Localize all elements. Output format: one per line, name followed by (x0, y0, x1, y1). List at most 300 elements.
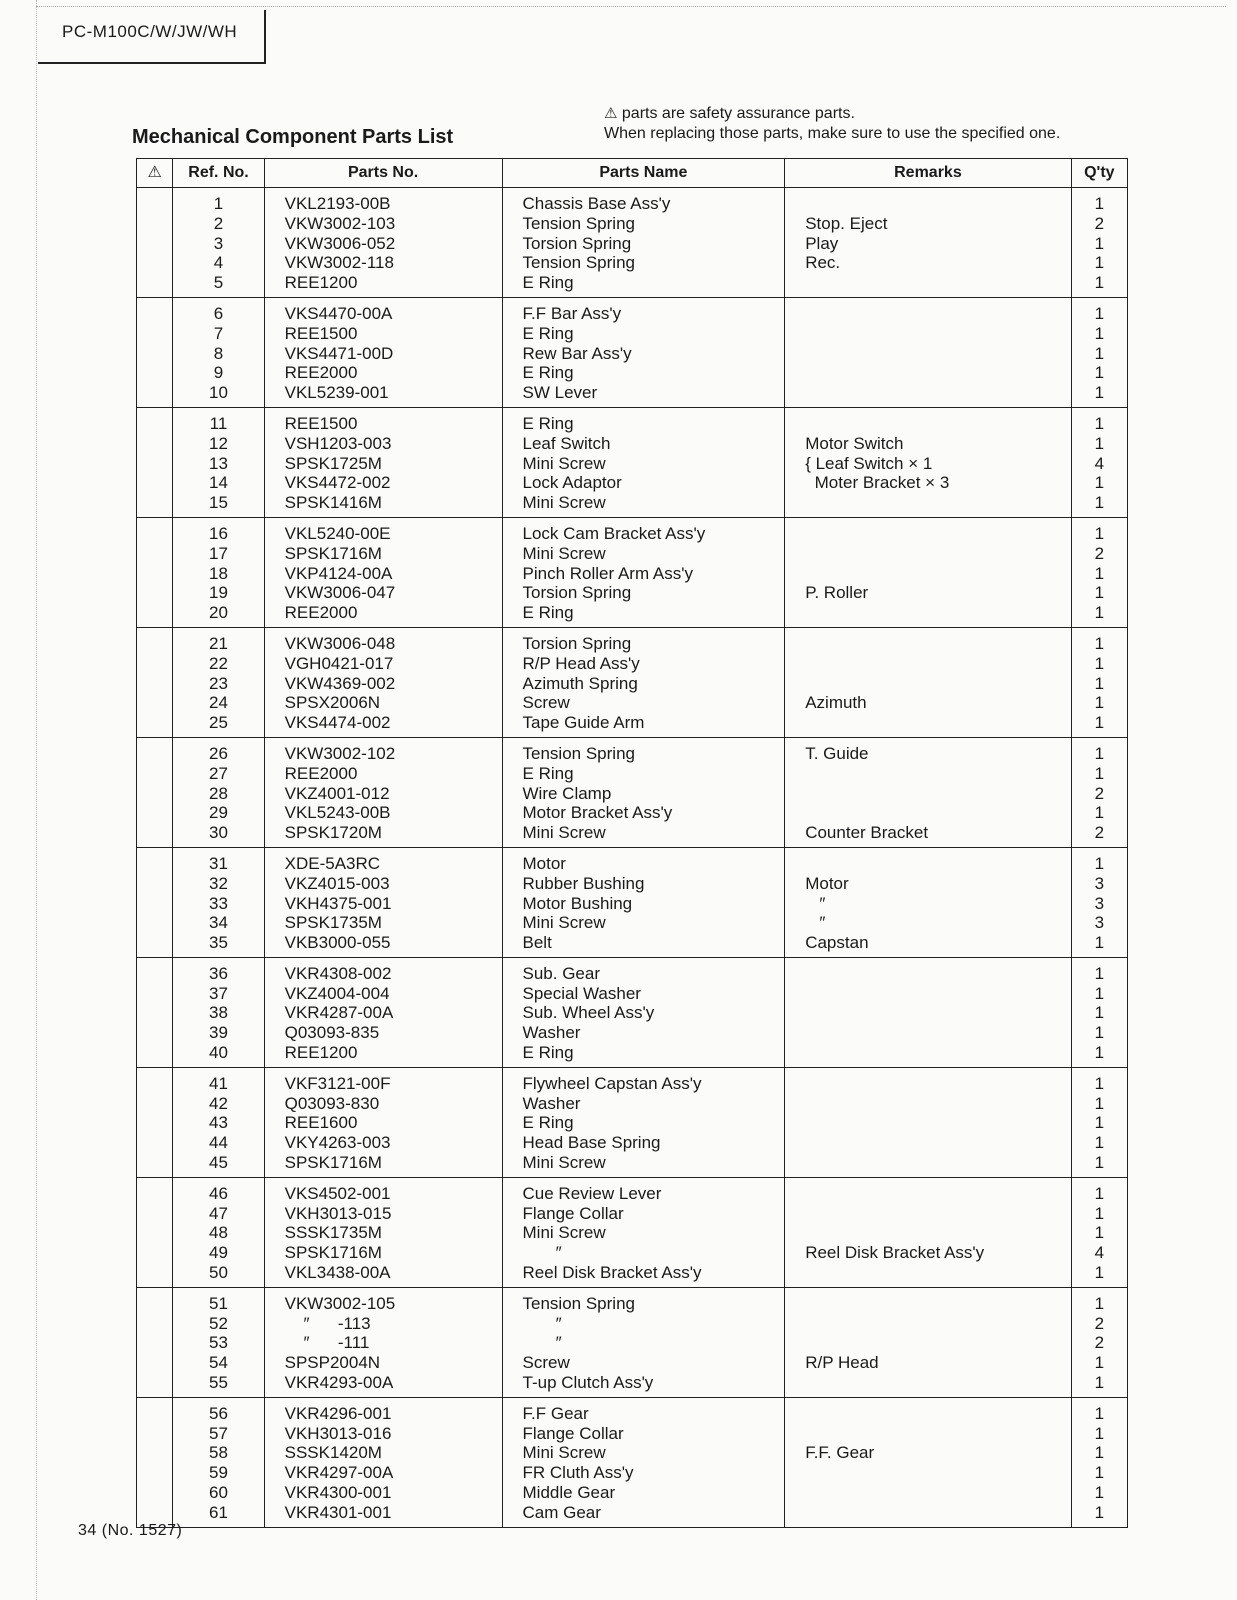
name-column-header: Parts Name (502, 159, 785, 188)
qty-cell-line: 1 (1094, 1443, 1105, 1463)
part-name-cell-line: Washer (522, 1093, 581, 1113)
part-no-cell-line: VKL5239-001 (284, 383, 389, 403)
remarks-cell-line: Rec. (805, 253, 841, 273)
part-name-cell-line: E Ring (522, 363, 574, 383)
part-name-cell-line: Screw (522, 1353, 570, 1373)
part-name-cell-line: Mini Screw (522, 1223, 606, 1243)
remarks-cell-line (805, 493, 1070, 513)
remarks-cell-line: ″ (805, 893, 826, 913)
qty-cell-line: 3 (1094, 913, 1105, 933)
ref-cell-line: 25 (209, 713, 228, 733)
ref-cell-line: 61 (209, 1502, 228, 1522)
part-no-cell-line: VKH4375-001 (284, 893, 392, 913)
qty-cell-line: 1 (1094, 633, 1105, 653)
remarks-cell-line (805, 1094, 1070, 1114)
ref-cell-line: 9 (213, 363, 224, 383)
qty-cell-line: 1 (1094, 603, 1105, 623)
qty-cell-line: 1 (1094, 1263, 1105, 1283)
safety-note-line2: When replacing those parts, make sure to use the specified one. (604, 125, 1061, 142)
qty-cell-line: 2 (1094, 823, 1105, 843)
part-name-cell-line: Flange Collar (522, 1203, 624, 1223)
part-name-cell-line: Motor (522, 853, 566, 873)
remarks-cell-line (805, 803, 1070, 823)
part-name-cell-line: Tape Guide Arm (522, 713, 645, 733)
ref-cell-line: 20 (209, 603, 228, 623)
part-no-cell-line: VKS4502-001 (284, 1183, 391, 1203)
part-name-cell-line: Mini Screw (522, 1153, 606, 1173)
remarks-cell-line: Stop. Eject (805, 213, 888, 233)
part-no-cell-line: VKS4472-002 (284, 473, 391, 493)
part-name-cell (502, 957, 785, 1067)
table-body (137, 188, 1128, 1528)
part-no-cell-line: VKS4471-00D (284, 343, 394, 363)
part-no-cell-line: REE1500 (284, 413, 358, 433)
part-name-cell-line: Tension Spring (522, 1293, 635, 1313)
part-name-cell-line: F.F Bar Ass'y (522, 303, 622, 323)
remarks-cell-line (805, 603, 1070, 623)
part-no-cell-line: SPSX2006N (284, 693, 381, 713)
ref-cell-line: 35 (209, 933, 228, 953)
ref-cell-line: 2 (213, 213, 224, 233)
remarks-cell-line (805, 1424, 1070, 1444)
table-row-group (137, 737, 1128, 847)
part-name-cell (502, 627, 785, 737)
remarks-cell (785, 1287, 1071, 1397)
ref-cell-line: 39 (209, 1023, 228, 1043)
part-name-cell-line: ″ (522, 1333, 562, 1353)
qty-cell-line: 1 (1094, 763, 1105, 783)
remarks-cell-line (805, 984, 1070, 1004)
part-name-cell (502, 1177, 785, 1287)
part-no-cell-line: VKL5240-00E (284, 523, 391, 543)
part-no-cell-line: SPSK1725M (284, 453, 382, 473)
ref-cell (173, 517, 264, 627)
part-name-cell (502, 1067, 785, 1177)
safety-cell (137, 1397, 173, 1527)
ref-cell-line: 19 (209, 583, 228, 603)
part-no-cell-line: REE1600 (284, 1113, 358, 1133)
ref-cell-line: 29 (209, 803, 228, 823)
part-no-cell-line: REE2000 (284, 363, 358, 383)
remarks-cell-line (805, 564, 1070, 584)
ref-cell-line: 28 (209, 783, 228, 803)
part-no-cell-line: VKR4293-00A (284, 1373, 394, 1393)
part-name-cell (502, 737, 785, 847)
qty-cell (1071, 297, 1127, 407)
ref-cell-line: 53 (209, 1333, 228, 1353)
part-no-cell-line: Q03093-830 (284, 1093, 380, 1113)
part-name-cell-line: Lock Adaptor (522, 473, 622, 493)
remarks-cell-line (805, 1373, 1070, 1393)
qty-cell-line: 1 (1094, 1483, 1105, 1503)
ref-cell-line: 3 (213, 233, 224, 253)
qty-cell-line: 1 (1094, 233, 1105, 253)
remarks-cell-line (805, 654, 1070, 674)
safety-cell (137, 627, 173, 737)
part-no-cell-line: VKB3000-055 (284, 933, 391, 953)
part-name-cell-line: Lock Cam Bracket Ass'y (522, 523, 706, 543)
page-footer: 34 (No. 1527) (78, 1522, 183, 1539)
qty-cell-line: 1 (1094, 1373, 1105, 1393)
remarks-cell-line (805, 1074, 1070, 1094)
part-name-cell-line: Reel Disk Bracket Ass'y (522, 1263, 702, 1283)
ref-cell (173, 188, 264, 298)
ref-cell-line: 57 (209, 1423, 228, 1443)
remarks-cell (785, 407, 1071, 517)
remarks-cell-line (805, 964, 1070, 984)
part-name-cell-line: Wire Clamp (522, 783, 612, 803)
ref-cell-line: 14 (209, 473, 228, 493)
qty-cell-line: 1 (1094, 983, 1105, 1003)
remarks-cell-line (805, 1003, 1070, 1023)
part-name-cell-line: Mini Screw (522, 543, 606, 563)
qty-cell-line: 1 (1094, 383, 1105, 403)
part-no-cell (264, 1067, 502, 1177)
part-name-cell-line: Belt (522, 933, 552, 953)
ref-cell-line: 23 (209, 673, 228, 693)
qty-column-header: Q'ty (1071, 159, 1127, 188)
part-name-cell-line: E Ring (522, 603, 574, 623)
part-no-cell-line: VKL2193-00B (284, 194, 391, 213)
table-row-group (137, 847, 1128, 957)
remarks-cell-line (805, 1043, 1070, 1063)
ref-cell-line: 11 (209, 413, 228, 433)
part-name-cell-line: Flange Collar (522, 1423, 624, 1443)
qty-cell-line: 1 (1094, 673, 1105, 693)
safety-cell (137, 517, 173, 627)
part-name-cell-line: R/P Head Ass'y (522, 653, 640, 673)
part-name-cell-line: ″ (522, 1243, 562, 1263)
remarks-cell-line (805, 674, 1070, 694)
part-name-cell-line: Cam Gear (522, 1502, 601, 1522)
ref-cell-line: 52 (209, 1313, 228, 1333)
ref-cell-line: 27 (209, 763, 228, 783)
part-no-cell-line: VKR4301-001 (284, 1502, 392, 1522)
ref-cell (173, 1177, 264, 1287)
ref-cell-line: 12 (209, 433, 228, 453)
part-no-cell-line: VKW3006-052 (284, 233, 396, 253)
qty-cell-line: 4 (1094, 1243, 1105, 1263)
ref-cell-line: 21 (209, 633, 228, 653)
table-row-group (137, 1287, 1128, 1397)
ref-cell-line: 4 (213, 253, 224, 273)
remarks-cell-line (805, 1113, 1070, 1133)
remarks-column-header: Remarks (785, 159, 1071, 188)
part-name-cell (502, 1397, 785, 1527)
ref-cell-line: 42 (209, 1093, 228, 1113)
part-no-cell-line: VSH1203-003 (284, 433, 392, 453)
part-name-cell (502, 297, 785, 407)
part-name-cell (502, 407, 785, 517)
qty-cell (1071, 407, 1127, 517)
qty-cell-line: 1 (1094, 363, 1105, 383)
ref-cell-line: 5 (213, 273, 224, 293)
remarks-cell-line (805, 784, 1070, 804)
remarks-cell-line (805, 1404, 1070, 1424)
part-no-cell-line: SPSK1416M (284, 493, 382, 513)
part-name-cell-line: Mini Screw (522, 823, 606, 843)
part-name-cell-line: Cue Review Lever (522, 1183, 662, 1203)
ref-cell-line: 51 (209, 1293, 228, 1313)
remarks-cell-line (805, 1223, 1070, 1243)
part-name-cell-line: E Ring (522, 763, 574, 783)
ref-cell-line: 45 (209, 1153, 228, 1173)
qty-cell-line: 1 (1094, 1183, 1105, 1203)
remarks-cell-line: Reel Disk Bracket Ass'y (805, 1243, 985, 1263)
part-name-cell-line: F.F Gear (522, 1403, 589, 1423)
qty-cell-line: 1 (1094, 253, 1105, 273)
remarks-cell (785, 737, 1071, 847)
ref-cell-line: 59 (209, 1463, 228, 1483)
part-no-cell (264, 407, 502, 517)
part-name-cell-line: Head Base Spring (522, 1133, 661, 1153)
qty-cell (1071, 737, 1127, 847)
remarks-cell (785, 627, 1071, 737)
qty-cell-line: 1 (1094, 273, 1105, 293)
part-no-cell-line: REE1500 (284, 323, 358, 343)
part-name-cell-line: Chassis Base Ass'y (522, 194, 671, 213)
remarks-cell-line: Play (805, 233, 839, 253)
ref-cell-line: 43 (209, 1113, 228, 1133)
ref-cell-line: 47 (209, 1203, 228, 1223)
part-no-cell-line: VKW3006-047 (284, 583, 396, 603)
remarks-cell-line (805, 304, 1070, 324)
safety-cell (137, 407, 173, 517)
part-name-cell-line: Motor Bracket Ass'y (522, 803, 673, 823)
ref-cell-line: 30 (209, 823, 228, 843)
part-no-cell-line: VKH3013-015 (284, 1203, 392, 1223)
safety-cell (137, 1177, 173, 1287)
ref-cell-line: 60 (209, 1483, 228, 1503)
part-no-cell (264, 1177, 502, 1287)
remarks-cell-line (805, 344, 1070, 364)
qty-cell-line: 1 (1094, 1023, 1105, 1043)
part-name-cell-line: Special Washer (522, 983, 641, 1003)
table-row-group (137, 627, 1128, 737)
parts-table (136, 158, 1128, 1528)
ref-cell-line: 41 (209, 1073, 228, 1093)
safety-cell (137, 847, 173, 957)
part-no-cell-line: REE1200 (284, 1043, 358, 1063)
part-name-cell-line: Pinch Roller Arm Ass'y (522, 563, 693, 583)
part-name-cell-line: Rew Bar Ass'y (522, 343, 632, 363)
table-row-group (137, 957, 1128, 1067)
part-no-cell-line: REE2000 (284, 603, 358, 623)
part-no-cell (264, 188, 502, 298)
part-name-cell-line: Sub. Gear (522, 963, 601, 983)
part-name-cell-line: E Ring (522, 413, 574, 433)
qty-cell-line: 1 (1094, 1153, 1105, 1173)
qty-cell (1071, 1177, 1127, 1287)
ref-cell-line: 26 (209, 743, 228, 763)
part-name-cell-line: T-up Clutch Ass'y (522, 1373, 654, 1393)
part-name-cell (502, 1287, 785, 1397)
ref-cell (173, 297, 264, 407)
part-no-cell-line: VKP4124-00A (284, 563, 393, 583)
ref-cell-line: 15 (209, 493, 228, 513)
remarks-cell-line (805, 1483, 1070, 1503)
safety-cell (137, 188, 173, 298)
safety-note (604, 104, 1060, 144)
part-no-cell-line: VKL3438-00A (284, 1263, 391, 1283)
remarks-cell-line (805, 414, 1070, 434)
part-no-cell-line: VKW3002-105 (284, 1293, 396, 1313)
table-header-row (137, 159, 1128, 188)
ref-cell-line: 8 (213, 343, 224, 363)
part-name-cell (502, 188, 785, 298)
qty-cell-line: 1 (1094, 493, 1105, 513)
remarks-cell-line (805, 324, 1070, 344)
ref-cell-line: 7 (213, 323, 224, 343)
qty-cell (1071, 1067, 1127, 1177)
safety-cell (137, 1287, 173, 1397)
ref-cell-line: 37 (209, 983, 228, 1003)
remarks-cell-line (805, 544, 1070, 564)
part-name-cell-line: E Ring (522, 273, 574, 293)
part-no-cell (264, 737, 502, 847)
part-no-cell (264, 627, 502, 737)
qty-cell-line: 1 (1094, 693, 1105, 713)
remarks-cell-line: Azimuth (805, 693, 867, 713)
ref-cell-line: 54 (209, 1353, 228, 1373)
table-row-group (137, 188, 1128, 298)
qty-cell-line: 1 (1094, 194, 1105, 213)
part-name-cell-line: SW Lever (522, 383, 598, 403)
remarks-cell-line (805, 1463, 1070, 1483)
part-no-cell-line: VKY4263-003 (284, 1133, 391, 1153)
safety-column-header: ⚠ (137, 159, 173, 188)
part-name-cell-line: Tension Spring (522, 253, 635, 273)
ref-cell-line: 46 (209, 1183, 228, 1203)
ref-cell-line: 56 (209, 1403, 228, 1423)
part-no-cell-line: SSSK1735M (284, 1223, 382, 1243)
qty-cell-line: 1 (1094, 1203, 1105, 1223)
remarks-cell (785, 1177, 1071, 1287)
ref-cell-line: 22 (209, 653, 228, 673)
ref-cell-line: 18 (209, 563, 228, 583)
part-name-cell (502, 847, 785, 957)
qty-cell (1071, 957, 1127, 1067)
part-column-header: Parts No. (264, 159, 502, 188)
qty-cell-line: 2 (1094, 1313, 1105, 1333)
part-no-cell (264, 847, 502, 957)
part-name-cell-line: Torsion Spring (522, 583, 632, 603)
part-no-cell-line: VKS4474-002 (284, 713, 391, 733)
part-no-cell-line: VKF3121-00F (284, 1073, 391, 1093)
qty-cell-line: 1 (1094, 563, 1105, 583)
qty-cell-line: 1 (1094, 963, 1105, 983)
part-no-cell-line: VKR4296-001 (284, 1403, 392, 1423)
part-no-cell (264, 957, 502, 1067)
part-no-cell-line: VKH3013-016 (284, 1423, 392, 1443)
ref-cell-line: 40 (209, 1043, 228, 1063)
qty-cell-line: 1 (1094, 1003, 1105, 1023)
qty-cell-line: 1 (1094, 1073, 1105, 1093)
safety-cell (137, 297, 173, 407)
part-name-cell-line: Flywheel Capstan Ass'y (522, 1073, 702, 1093)
part-no-cell-line: SPSK1720M (284, 823, 382, 843)
remarks-cell (785, 957, 1071, 1067)
ref-cell (173, 627, 264, 737)
qty-cell-line: 1 (1094, 323, 1105, 343)
table-row-group (137, 1177, 1128, 1287)
remarks-cell (785, 297, 1071, 407)
ref-cell-line: 31 (209, 853, 228, 873)
ref-column-header: Ref. No. (173, 159, 264, 188)
part-no-cell-line: VKZ4015-003 (284, 873, 390, 893)
ref-cell-line: 16 (209, 523, 228, 543)
qty-cell-line: 1 (1094, 653, 1105, 673)
remarks-cell-line: F.F. Gear (805, 1443, 875, 1463)
part-no-cell (264, 1397, 502, 1527)
qty-cell-line: 3 (1094, 873, 1105, 893)
ref-cell-line: 32 (209, 873, 228, 893)
part-no-cell-line: REE2000 (284, 763, 358, 783)
qty-cell-line: 1 (1094, 473, 1105, 493)
table-row-group (137, 1397, 1128, 1527)
safety-note-line1: parts are safety assurance parts. (621, 105, 855, 122)
part-no-cell-line: SSSK1420M (284, 1443, 382, 1463)
qty-cell-line: 1 (1094, 1403, 1105, 1423)
qty-cell-line: 1 (1094, 1502, 1105, 1522)
ref-cell-line: 24 (209, 693, 228, 713)
part-no-cell-line: VKW3002-103 (284, 213, 396, 233)
ref-cell-line: 13 (209, 453, 228, 473)
part-name-cell-line: Tension Spring (522, 743, 635, 763)
part-name-cell-line: Washer (522, 1023, 581, 1043)
remarks-cell-line (805, 634, 1070, 654)
qty-cell-line: 1 (1094, 933, 1105, 953)
part-name-cell-line: E Ring (522, 323, 574, 343)
page-margin (0, 0, 37, 1600)
qty-cell-line: 1 (1094, 343, 1105, 363)
ref-cell-line: 36 (209, 963, 228, 983)
remarks-cell-line (805, 363, 1070, 383)
ref-cell-line: 55 (209, 1373, 228, 1393)
remarks-cell-line (805, 1503, 1070, 1523)
qty-cell-line: 1 (1094, 1093, 1105, 1113)
ref-cell-line: 48 (209, 1223, 228, 1243)
page-title: Mechanical Component Parts List (132, 126, 454, 148)
part-name-cell-line: Mini Screw (522, 913, 606, 933)
part-no-cell-line: VKZ4004-004 (284, 983, 390, 1003)
qty-cell-line: 2 (1094, 783, 1105, 803)
part-name-cell-line: Leaf Switch (522, 433, 611, 453)
ref-cell-line: 49 (209, 1243, 228, 1263)
part-no-cell (264, 1287, 502, 1397)
part-name-cell-line: Rubber Bushing (522, 873, 645, 893)
part-name-cell-line: ″ (522, 1313, 562, 1333)
qty-cell-line: 1 (1094, 853, 1105, 873)
remarks-cell-line (805, 854, 1070, 874)
remarks-cell-line (805, 194, 1070, 214)
qty-cell-line: 3 (1094, 893, 1105, 913)
part-no-cell-line: VKZ4001-012 (284, 783, 390, 803)
qty-cell-line: 1 (1094, 713, 1105, 733)
part-no-cell (264, 297, 502, 407)
part-no-cell-line: VKW3002-102 (284, 743, 396, 763)
remarks-cell (785, 517, 1071, 627)
remarks-cell-line: Counter Bracket (805, 823, 929, 843)
part-name-cell-line: E Ring (522, 1113, 574, 1133)
part-no-cell-line: SPSK1735M (284, 913, 382, 933)
remarks-cell-line: T. Guide (805, 743, 869, 763)
part-no-cell-line: VKR4287-00A (284, 1003, 394, 1023)
part-no-cell-line: Q03093-835 (284, 1023, 380, 1043)
safety-cell (137, 737, 173, 847)
qty-cell-line: 1 (1094, 1423, 1105, 1443)
table-row-group (137, 517, 1128, 627)
